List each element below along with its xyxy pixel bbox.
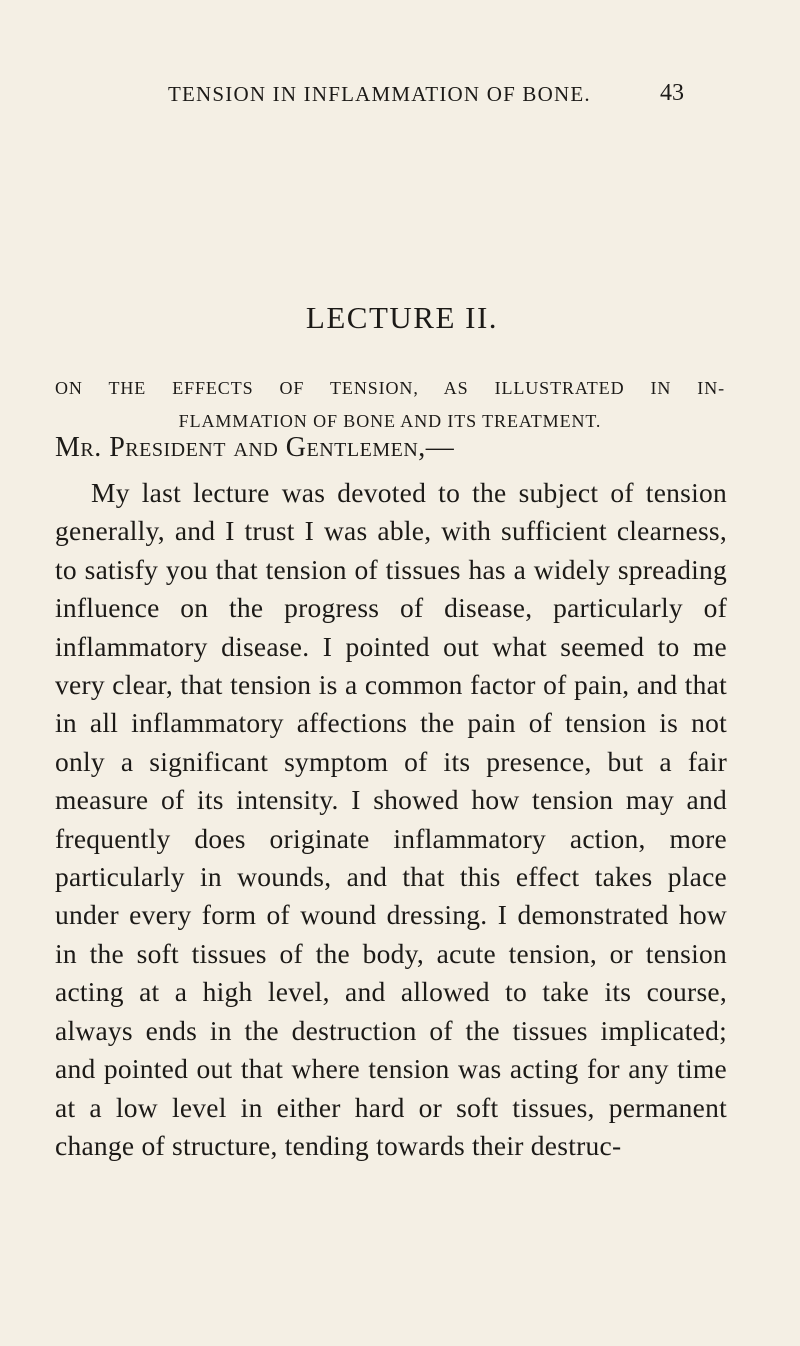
subtitle-line-1: ON THE EFFECTS OF TENSION, AS ILLUSTRATED IN IN- <box>55 378 725 398</box>
page-number: 43 <box>660 80 684 106</box>
lecture-title: LECTURE II. <box>305 300 499 335</box>
lecture-subtitle <box>55 372 725 438</box>
subtitle-line-2: FLAMMATION OF BONE AND ITS TREATMENT. <box>178 411 602 431</box>
salutation <box>55 432 454 464</box>
running-head <box>0 82 800 112</box>
body-paragraph: My last lecture was devoted to the subject of tension generally, and I trust I was able, with sufficient clearness, to satisfy you that tension of tissues has a widely spreading influence on the progress of disease, particularly of inflammatory disease. I pointed out what seemed to me very clear, that tension is a common factor of pain, and that in all inflammatory affections the pain of tension is not only a significant symptom of its presence, but a fair measure of its intensity. I showed how tension may and frequently does originate inflammatory action, more particularly in wounds, and that this effect takes place under every form of wound dressing. I demonstrated how in the soft tissues of the body, acute tension, or tension acting at a high level, and allowed to take its course, always ends in the destruction of the tissues implicated; and pointed out that where tension was acting for any time at a low level in either hard or soft tissues, permanent change of structure, tending towards their destruc- <box>55 477 727 1161</box>
salutation-text: Mr. President and Gentlemen,— <box>55 432 455 463</box>
running-title: TENSION IN INFLAMMATION OF BONE. <box>168 82 591 106</box>
